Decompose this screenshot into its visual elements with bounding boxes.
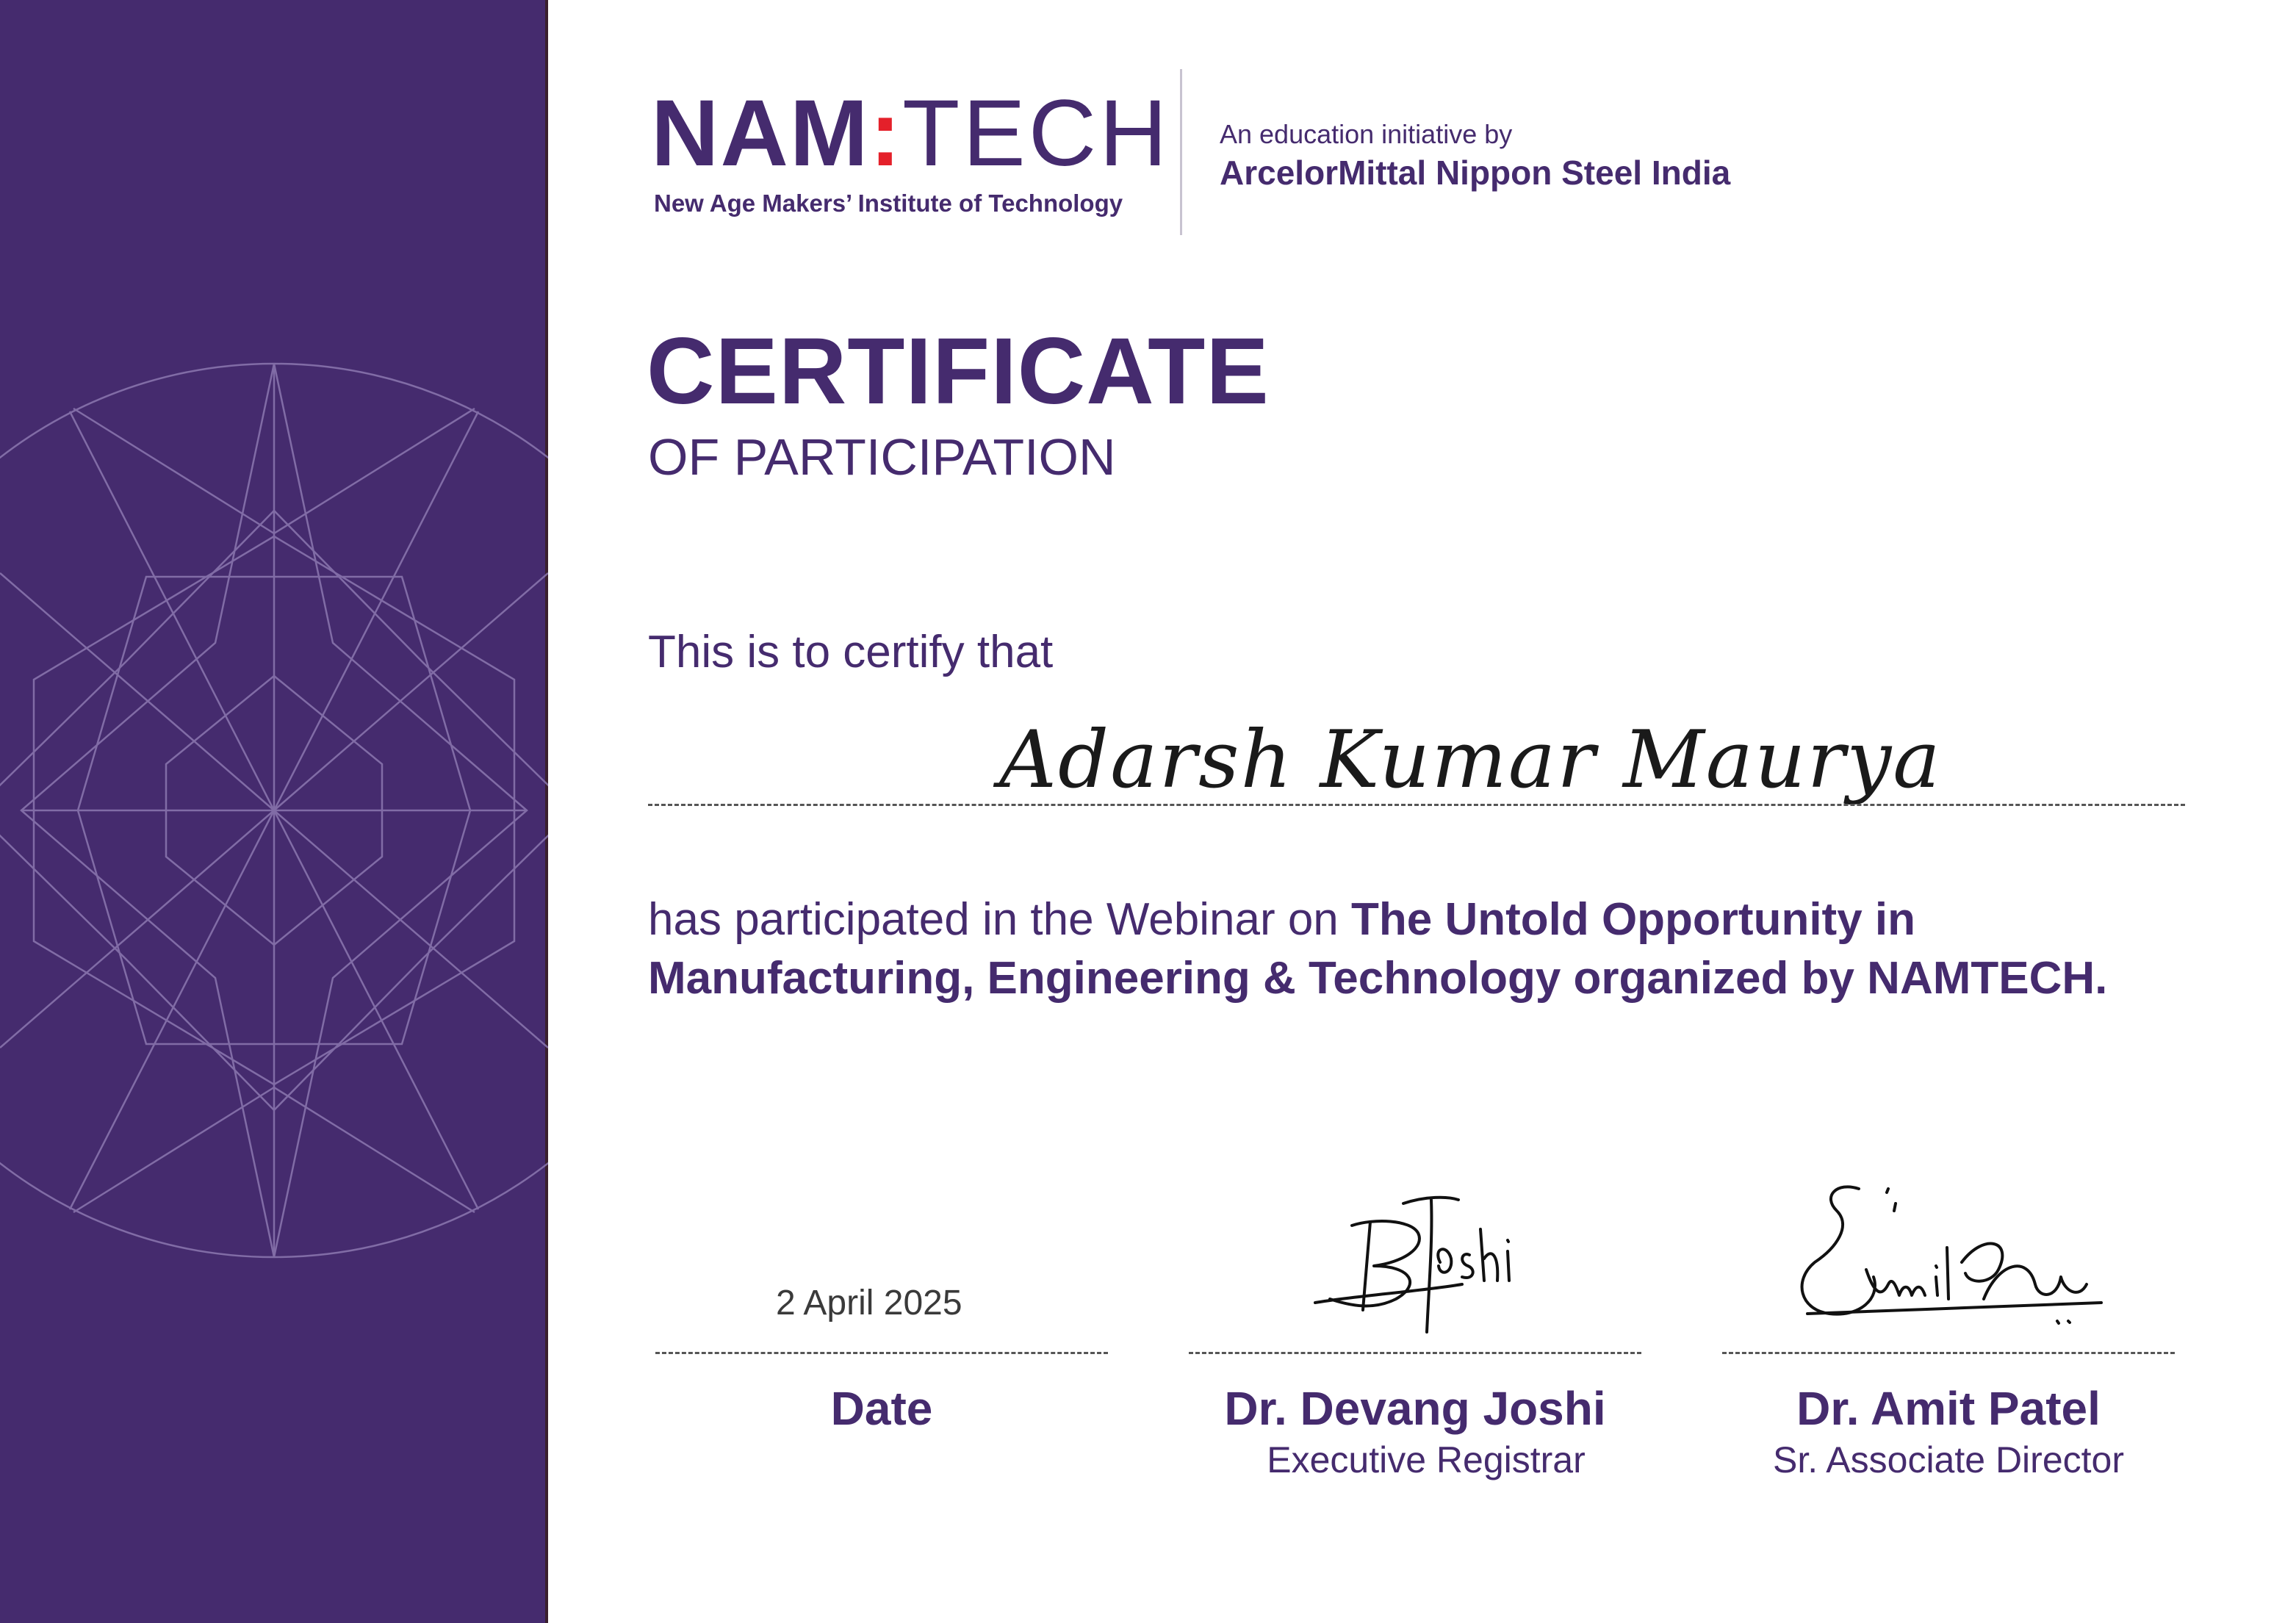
signatory1-name: Dr. Devang Joshi <box>1224 1382 1606 1435</box>
date-line <box>655 1352 1108 1354</box>
decorative-sidebar <box>0 0 548 1623</box>
date-label: Date <box>830 1382 933 1435</box>
date-value: 2 April 2025 <box>776 1284 962 1322</box>
signature-line-joshi <box>1189 1352 1641 1354</box>
certificate-title: CERTIFICATE <box>647 319 1270 424</box>
logo-colon: : <box>869 81 903 186</box>
certificate-body <box>648 890 2191 1008</box>
geometric-pattern-icon <box>0 0 548 1623</box>
recipient-name: Adarsh Kumar Maurya <box>999 714 1942 806</box>
logo-divider <box>1180 69 1182 235</box>
logo-nam: NAM <box>651 81 870 186</box>
initiative-line2: ArcelorMittal Nippon Steel India <box>1220 154 1731 192</box>
signature-joshi-icon <box>1300 1174 1521 1343</box>
certify-text: This is to certify that <box>648 627 1054 677</box>
namtech-logo <box>651 81 1170 186</box>
signatory2-name: Dr. Amit Patel <box>1796 1382 2101 1435</box>
logo-tagline: New Age Makers’ Institute of Technology <box>654 190 1123 217</box>
logo-tech: TECH <box>902 81 1170 186</box>
certificate-subtitle: OF PARTICIPATION <box>648 428 1116 486</box>
signature-patel-icon <box>1793 1174 2116 1343</box>
signatory1-role: Executive Registrar <box>1267 1439 1586 1480</box>
signature-line-patel <box>1722 1352 2175 1354</box>
body-prefix: has participated in the Webinar on <box>648 894 1352 945</box>
initiative-line1: An education initiative by <box>1220 119 1513 149</box>
webinar-title: The Untold Opportunity in Manufacturing, Engineering & Technology organized by NAMTECH. <box>648 894 2108 1004</box>
signatory2-role: Sr. Associate Director <box>1773 1439 2124 1480</box>
recipient-underline <box>648 804 2185 806</box>
